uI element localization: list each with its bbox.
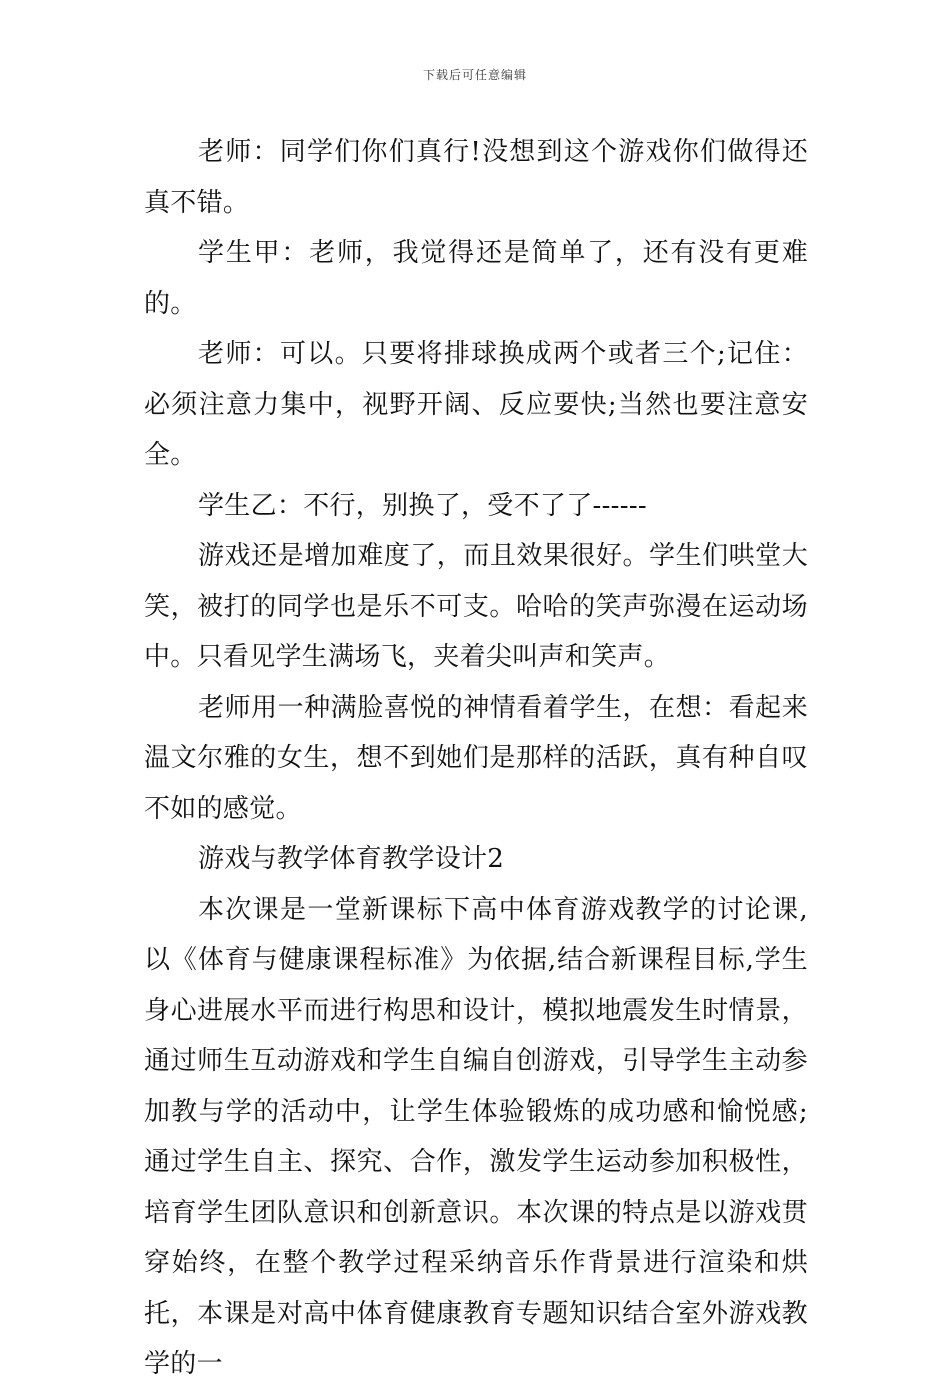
paragraph: 老师用一种满脸喜悦的神情看着学生，在想：看起来温文尔雅的女生，想不到她们是那样的活跃，真有种自叹不如的感觉。 xyxy=(144,692,808,824)
paragraph: 本次课是一堂新课标下高中体育游戏教学的讨论课,以《体育与健康课程标准》为依据,结合新课程目标,学生身心进展水平而进行构思和设计，模拟地震发生时情景，通过师生互动游戏和学生自编自创游戏，引导学生主动参加教与学的活动中，让学生体验锻炼的成功感和愉悦感;通过学生自主、探究、合作，激发学生运动参加积极性，培育学生团队意识和创新意识。本次课的特点是以游戏贯穿始终，在整个教学过程采纳音乐作背景进行渲染和烘托，本课是对高中体育健康教育专题知识结合室外游戏教学的一 xyxy=(144,894,808,1379)
document-body xyxy=(144,127,808,1390)
paragraph: 学生乙：不行，别换了，受不了了------ xyxy=(198,490,648,521)
paragraph: 老师：同学们你们真行!没想到这个游戏你们做得还真不错。 xyxy=(144,137,808,218)
section-heading: 游戏与教学体育教学设计2 xyxy=(198,844,505,874)
paragraph: 老师：可以。只要将排球换成两个或者三个;记住：必须注意力集中，视野开阔、反应要快;当然也要注意安全。 xyxy=(144,339,808,470)
page-header: 下载后可任意编辑 xyxy=(422,68,527,82)
paragraph: 学生甲：老师，我觉得还是简单了，还有没有更难的。 xyxy=(144,238,808,319)
paragraph: 游戏还是增加难度了，而且效果很好。学生们哄堂大笑，被打的同学也是乐不可支。哈哈的笑声弥漫在运动场中。只看见学生满场飞，夹着尖叫声和笑声。 xyxy=(144,541,808,672)
